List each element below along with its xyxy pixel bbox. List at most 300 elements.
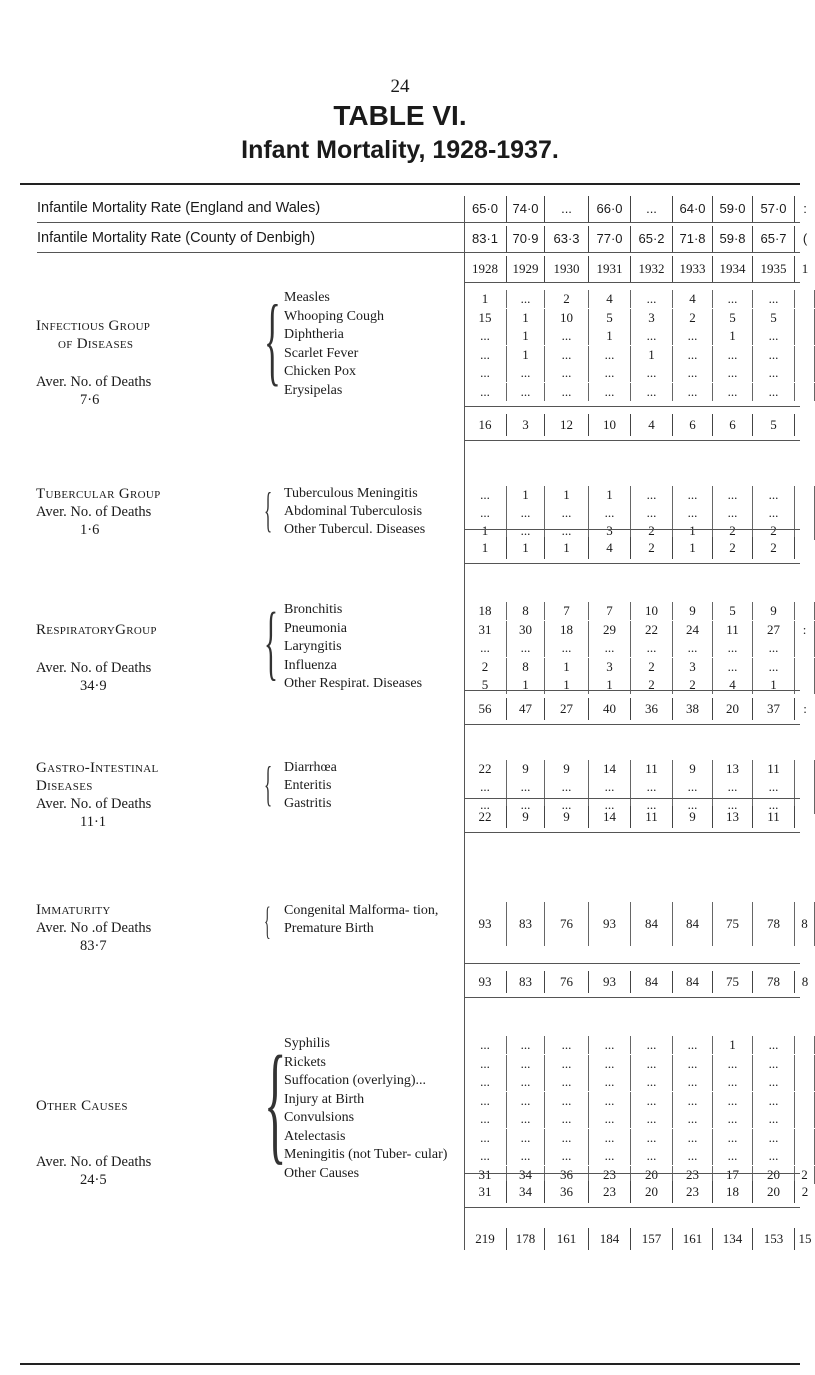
cause-row [464,778,815,796]
table-cell: 8 [801,974,809,989]
table-cell [795,1110,815,1128]
cause-label: Diphtheria [284,327,344,342]
table-cell: ... [673,1147,713,1165]
table-cell [795,1092,815,1110]
table-cell: ... [673,486,713,504]
table-cell: ... [673,346,713,364]
table-cell: 71·8 [673,226,713,252]
table-cell: ... [713,658,753,676]
table-cell: 161 [545,1228,589,1250]
table-cell: ... [753,1147,795,1165]
cause-label: Injury at Birth [284,1091,365,1107]
table-cell: 23 [589,1181,631,1203]
table-cell: 93 [464,902,507,946]
table-cell: ... [507,290,545,308]
group-name: Tubercular Group [36,486,161,502]
table-cell: 20 [753,1181,795,1203]
table-cell: ... [507,522,545,540]
average-deaths-label: Aver. No. of Deaths [36,660,152,676]
table-cell: 1 [589,676,631,694]
table-cell: 2 [631,676,673,694]
cause-row [464,658,815,676]
table-cell: ... [464,1092,507,1110]
table-cell [795,778,815,796]
table-cell: ... [673,1092,713,1110]
table-cell: 1 [631,346,673,364]
table-cell: ... [464,504,507,522]
table-cell: ... [673,1036,713,1054]
cause-label: Pneumonia [284,620,347,636]
table-cell: 27 [753,621,795,639]
row-rule [464,1207,800,1208]
table-cell: ... [673,639,713,657]
cause-label: Abdominal Tuberculosis [284,504,423,519]
table-cell: 40 [589,698,631,720]
row-rule [37,252,800,253]
cause-row [464,1129,815,1147]
table-cell: ... [545,1092,589,1110]
table-cell: ... [713,486,753,504]
table-cell: ... [713,778,753,796]
table-cell: ... [673,1055,713,1073]
column-rule [464,196,465,1250]
table-cell: 22 [631,621,673,639]
table-cell [795,364,815,382]
table-cell: 93 [589,971,631,993]
table-cell: 11 [631,760,673,778]
cause-row [464,676,815,694]
table-cell [795,383,815,401]
table-cell: ... [631,1073,673,1091]
group-total-row [464,698,815,720]
table-cell: 1 [545,537,589,559]
table-cell: 2 [713,537,753,559]
table-cell: ... [545,1036,589,1054]
table-cell: ... [545,778,589,796]
table-cell: 5 [753,414,795,436]
table-cell: ... [753,383,795,401]
row-rule [37,222,800,223]
table-cell: ... [589,639,631,657]
table-cell: 4 [673,290,713,308]
cause-row [464,639,815,657]
table-cell: ... [713,1073,753,1091]
average-deaths-label: Aver. No. of Deaths [36,504,152,520]
table-cell: 34 [507,1166,545,1184]
group-name: Other Causes [36,1098,128,1114]
group-name-line2: Diseases [36,778,93,794]
table-cell: 9 [673,602,713,620]
table-cell: 1 [713,327,753,345]
table-cell: 18 [545,621,589,639]
table-cell: 1935 [753,256,795,282]
table-cell: ... [753,1073,795,1091]
table-cell: 18 [464,602,507,620]
grand-total-row [464,1228,815,1250]
cause-row [464,902,815,946]
cause-label: Scarlet Fever [284,345,359,361]
table-cell: ... [507,1055,545,1073]
table-cell: 1933 [673,256,713,282]
table-cell: 3 [631,309,673,327]
table-cell [795,806,815,828]
table-cell: 9 [545,760,589,778]
table-cell: ... [713,1147,753,1165]
table-cell: ... [631,290,673,308]
table-cell: 1934 [713,256,753,282]
table-cell: : [803,201,807,216]
table-cell: ( [802,231,808,246]
table-cell: ... [545,383,589,401]
brace-glyph: { [264,483,273,537]
table-cell: 11 [753,806,795,828]
cause-row [464,1055,815,1073]
table-cell: ... [589,383,631,401]
table-cell [795,504,815,522]
cause-label: Atelectasis [284,1128,346,1144]
cause-row [464,327,815,345]
average-deaths-value: 11·1 [80,814,107,830]
table-cell: 23 [589,1166,631,1184]
table-cell: 23 [673,1181,713,1203]
row-rule [464,563,800,564]
table-cell: ... [753,1110,795,1128]
table-cell: ... [507,1036,545,1054]
cause-row [464,346,815,364]
table-cell: ... [713,346,753,364]
table-cell: 75 [713,902,753,946]
table-cell: ... [507,1110,545,1128]
table-cell: ... [753,1036,795,1054]
table-cell: 5 [589,309,631,327]
row-rule [464,1173,800,1174]
table-cell: : [795,621,815,639]
table-cell: ... [713,1129,753,1147]
table-cell: ... [545,1147,589,1165]
cause-label: Tuberculous Meningitis [284,486,418,501]
table-cell: ... [753,1055,795,1073]
table-cell: ... [507,1073,545,1091]
average-deaths-value: 34·9 [80,678,107,694]
cause-label: Other Tubercul. Diseases [284,522,426,537]
table-cell: ... [464,1036,507,1054]
brace-glyph: { [264,1028,287,1176]
table-cell: ... [545,196,589,222]
table-cell: ... [507,1147,545,1165]
table-cell: 1 [801,261,809,276]
row-rule [464,997,800,998]
table-cell: 2 [713,522,753,540]
average-deaths-value: 83·7 [80,938,107,954]
brace-glyph: { [264,899,271,943]
table-cell: ... [589,1092,631,1110]
table-cell: ... [673,1073,713,1091]
table-cell: 77·0 [589,226,631,252]
table-cell: 1 [589,327,631,345]
table-cell: 1 [507,486,545,504]
table-cell: 59·8 [713,226,753,252]
table-cell: : [803,701,807,716]
table-cell: 75 [713,971,753,993]
table-cell: 5 [713,309,753,327]
cause-row [464,621,815,639]
table-cell: ... [507,796,545,814]
table-cell: ... [464,364,507,382]
table-cell: ... [673,504,713,522]
table-cell: ... [545,504,589,522]
table-cell: 1 [464,290,507,308]
table-cell: 5 [464,676,507,694]
table-cell: 74·0 [507,196,545,222]
table-cell [795,1073,815,1091]
table-cell: 11 [713,621,753,639]
table-cell: 93 [464,971,507,993]
table-cell: 65·2 [631,226,673,252]
table-cell: 14 [589,760,631,778]
table-cell: 56 [464,698,507,720]
table-cell: 9 [545,806,589,828]
table-cell: 2 [631,537,673,559]
table-cell: ... [545,327,589,345]
table-cell: ... [713,796,753,814]
table-cell: ... [464,383,507,401]
table-cell: 5 [713,602,753,620]
table-cell: ... [589,1129,631,1147]
table-cell: 161 [673,1228,713,1250]
table-cell: ... [753,658,795,676]
cause-row [464,1110,815,1128]
table-cell: 219 [464,1228,507,1250]
table-cell: ... [631,327,673,345]
table-cell: 7 [589,602,631,620]
average-deaths-label: Aver. No. of Deaths [36,374,152,390]
table-cell: 3 [507,414,545,436]
table-cell: ... [631,486,673,504]
table-cell: ... [753,796,795,814]
table-cell: ... [545,1110,589,1128]
table-cell: ... [713,1110,753,1128]
cause-label: Suffocation (overlying)... [284,1073,427,1088]
table-cell: 1 [673,537,713,559]
table-cell: 65·7 [753,226,795,252]
cause-label: Other Causes [284,1165,360,1181]
row-rule [464,798,800,799]
table-cell: 1 [507,537,545,559]
average-deaths-label: Aver. No .of Deaths [36,920,152,936]
cause-label: Rickets [284,1054,326,1070]
row-rule [464,529,800,530]
table-cell: 36 [545,1166,589,1184]
table-cell [795,346,815,364]
table-cell: 2 [801,1184,809,1199]
table-cell: 84 [631,902,673,946]
table-cell: ... [464,1147,507,1165]
table-cell: 22 [464,760,507,778]
cause-label: Laryngitis [284,639,342,654]
table-cell: ... [545,1073,589,1091]
cause-row [464,1073,815,1091]
table-cell [795,537,815,559]
table-cell: 5 [753,309,795,327]
table-cell: ... [631,504,673,522]
table-cell: ... [507,504,545,522]
page-number: 24 [390,76,410,97]
bottom-rule [20,1363,800,1365]
table-cell: 1 [507,327,545,345]
cause-row [464,1036,815,1054]
table-cell: ... [545,1055,589,1073]
table-cell: 30 [507,621,545,639]
rate-values [464,196,815,222]
cause-row [464,383,815,401]
table-cell: 29 [589,621,631,639]
table-cell [795,639,815,657]
cause-row [464,504,815,522]
table-cell: ... [631,1036,673,1054]
rate-values [464,226,815,252]
table-cell: ... [631,196,673,222]
table-cell: 9 [507,806,545,828]
rate-row-england [0,196,807,222]
table-cell: 83·1 [464,226,507,252]
cause-label: Influenza [284,657,337,673]
table-cell: ... [753,504,795,522]
table-cell: ... [713,1055,753,1073]
table-cell: 9 [673,760,713,778]
table-cell: 1 [713,1036,753,1054]
table-cell: 3 [589,658,631,676]
table-cell: ... [507,778,545,796]
cause-row [464,364,815,382]
table-cell: 2 [753,522,795,540]
table-cell: 2 [631,522,673,540]
table-cell [795,602,815,620]
table-cell: 65·0 [464,196,507,222]
cause-row [464,290,815,308]
table-cell: 1 [545,486,589,504]
table-cell: 1 [673,522,713,540]
table-cell: 76 [545,902,589,946]
table-cell: 17 [713,1166,753,1184]
row-rule [464,724,800,725]
cause-label: Bronchitis [284,602,343,617]
group-total-row [464,537,815,559]
table-cell: 27 [545,698,589,720]
table-cell: 47 [507,698,545,720]
table-cell [795,486,815,504]
table-cell: 36 [545,1181,589,1203]
table-cell: ... [753,639,795,657]
table-cell: 13 [713,806,753,828]
table-cell: ... [589,796,631,814]
table-cell: 31 [464,621,507,639]
table-cell: 15 [798,1231,812,1246]
table-cell: ... [631,1147,673,1165]
table-cell: ... [545,639,589,657]
table-cell: ... [753,290,795,308]
table-cell: ... [631,1055,673,1073]
table-cell: ... [713,504,753,522]
table-cell: 83 [507,902,545,946]
table-cell: ... [589,778,631,796]
table-cell: 20 [713,698,753,720]
table-cell: 63·3 [545,226,589,252]
table-cell: ... [545,522,589,540]
table-cell: ... [507,639,545,657]
table-cell: 4 [589,537,631,559]
cause-label: Diarrhœa [284,760,337,775]
table-cell: 36 [631,698,673,720]
row-rule [464,406,800,407]
cause-row [464,602,815,620]
table-cell: ... [545,1129,589,1147]
table-cell: 78 [753,902,795,946]
average-deaths-value: 1·6 [80,522,100,538]
table-cell: 23 [673,1166,713,1184]
table-cell: ... [464,346,507,364]
brace-glyph: { [264,284,281,395]
table-cell: 3 [673,658,713,676]
cause-label: Other Respirat. Diseases [284,676,423,691]
table-cell: ... [631,1129,673,1147]
table-cell: 18 [713,1181,753,1203]
table-cell: ... [631,1092,673,1110]
table-cell: 2 [673,309,713,327]
cause-row [464,309,815,327]
table-cell [795,309,815,327]
table-cell: 76 [545,971,589,993]
table-cell: ... [673,383,713,401]
row-rule [464,963,800,964]
table-cell: 59·0 [713,196,753,222]
table-title: TABLE VI. [333,100,467,131]
table-cell: 37 [753,698,795,720]
table-cell: 1 [545,658,589,676]
table-cell: ... [589,504,631,522]
table-cell: 2 [631,658,673,676]
table-cell: 1 [464,537,507,559]
table-cell: 8 [507,602,545,620]
table-cell: 31 [464,1181,507,1203]
group-name: Gastro-Intestinal [36,760,159,776]
table-cell: 64·0 [673,196,713,222]
cause-row [464,486,815,504]
group-name: Immaturity [36,902,111,918]
table-cell [795,676,815,694]
table-cell: 6 [713,414,753,436]
cause-label: Erysipelas [284,382,343,398]
table-cell: 57·0 [753,196,795,222]
table-cell: 3 [589,522,631,540]
table-cell: ... [507,383,545,401]
table-cell: ... [589,1073,631,1091]
cause-row [464,760,815,778]
group-total-row [464,414,815,436]
table-cell: 4 [589,290,631,308]
table-cell: 1932 [631,256,673,282]
table-cell [795,1129,815,1147]
table-cell: ... [631,778,673,796]
table-cell: 66·0 [589,196,631,222]
table-cell: ... [464,796,507,814]
table-cell: ... [631,639,673,657]
table-cell: 22 [464,806,507,828]
top-rule [20,183,800,185]
table-cell: 1928 [464,256,507,282]
table-cell: 16 [464,414,507,436]
table-cell: ... [753,346,795,364]
table-cell: 20 [631,1166,673,1184]
